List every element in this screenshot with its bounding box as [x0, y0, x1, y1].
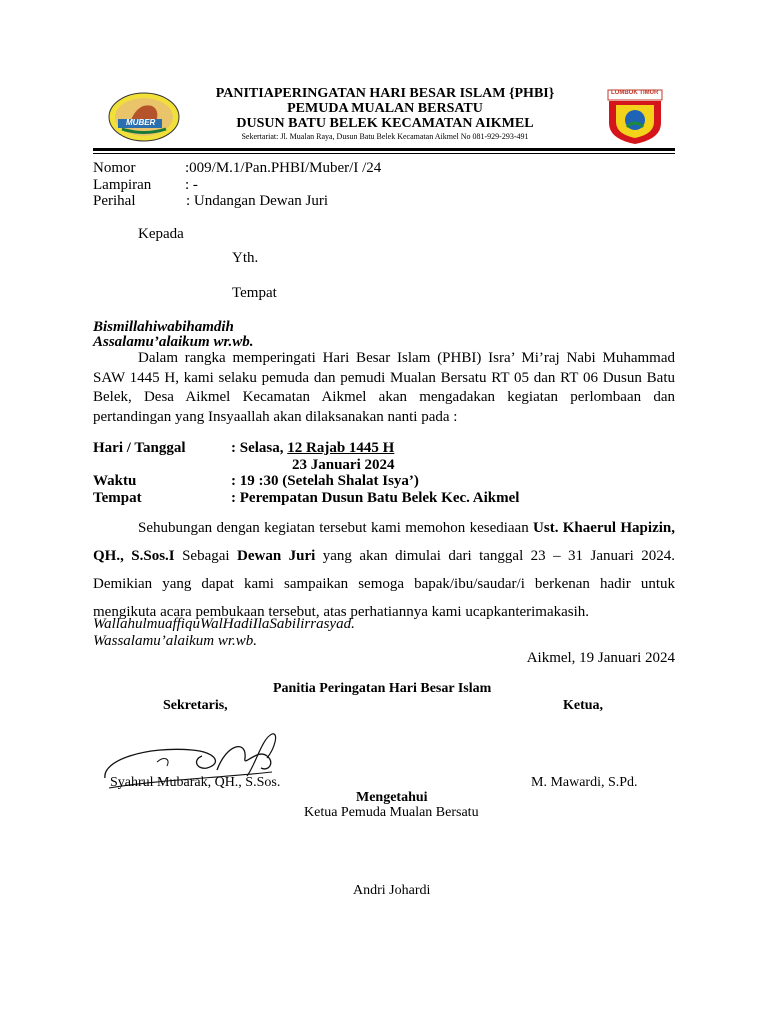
place-date: Aikmel, 19 Januari 2024 — [526, 650, 675, 666]
hari-label: Hari / Tanggal — [93, 440, 186, 456]
ketua-name: M. Mawardi, S.Pd. — [531, 775, 638, 790]
para2-name: Ust. Khaerul Hapizin, QH., S.Sos.I — [93, 520, 675, 564]
sekretaris-name: Syahrul Mubarak, QH., S.Sos. — [110, 775, 281, 790]
para2-role: Dewan Juri — [237, 548, 316, 564]
tempat-value: : Perempatan Dusun Batu Belek Kec. Aikmel — [231, 490, 520, 506]
hari-hijri: 12 Rajab 1445 H — [287, 440, 395, 456]
hari-value — [231, 440, 394, 457]
closing-salam: Wassalamu’alaikum wr.wb. — [93, 633, 258, 649]
tempat-addr: Tempat — [232, 285, 277, 301]
letterhead-address: Sekertariat: Jl. Mualan Raya, Dusun Batu Belek Kecamatan Aikmel No 081-929-293-491 — [241, 132, 529, 141]
hari-prefix: : Selasa, — [231, 440, 288, 456]
logo-right-label: LOMBOK TIMUR — [611, 90, 659, 96]
opening-salam: Assalamu’alaikum wr.wb. — [93, 334, 254, 350]
mengetahui: Mengetahui — [356, 790, 428, 805]
sekretaris-title: Sekretaris, — [163, 698, 228, 713]
opening-bismillah: Bismillahiwabihamdih — [93, 319, 234, 335]
hari-masehi: 23 Januari 2024 — [292, 457, 395, 473]
ketua-title: Ketua, — [563, 698, 604, 713]
nomor-value: :009/M.1/Pan.PHBI/Muber/I /24 — [185, 160, 382, 176]
letterhead-line2: PEMUDA MUALAN BERSATU — [287, 101, 483, 116]
letterhead-line1: PANITIAPERINGATAN HARI BESAR ISLAM {PHBI} — [215, 86, 555, 101]
paragraph-intro-text: Dalam rangka memperingati Hari Besar Islam (PHBI) Isra’ Mi’raj Nabi Muhammad SAW 1445 H, kami selaku pemuda dan pemudi Mualan Bersatu RT 05 dan RT 06 Dusun Batu Belek, Desa Aikmel Kecamatan Aikmel akan mengadakan kegiatan perlombaan dan pertandingan yang Insyaallah akan dilaksanakan nanti pada : — [93, 350, 675, 425]
waktu-label: Waktu — [93, 473, 137, 489]
para2-a: Sehubungan dengan kegiatan tersebut kami memohon kesediaan — [138, 520, 534, 536]
para2-d: . Demikian yang dapat kami sampaikan semoga bapak/ibu/saudar/i berkenan hadir untuk mengikuta acara pembukaan tersebut, atas perhatiannya kami ucapkanterimakasih. — [93, 548, 675, 620]
yth: Yth. — [232, 250, 259, 266]
ketua-pemuda-title: Ketua Pemuda Mualan Bersatu — [304, 805, 479, 820]
perihal-value: : Undangan Dewan Juri — [186, 193, 329, 209]
closing-wallahul: WallahulmuaffiquWalHadiIlaSabilirrasyad. — [93, 616, 355, 632]
ketua-pemuda-name: Andri Johardi — [353, 883, 431, 898]
tempat-label: Tempat — [93, 490, 142, 506]
header-rule-thin — [93, 153, 675, 154]
paragraph-request — [93, 514, 675, 626]
header-rule-thick — [93, 148, 675, 151]
paragraph-intro — [93, 349, 675, 427]
lampiran-value: : - — [185, 177, 198, 193]
nomor-label: Nomor — [93, 160, 136, 176]
kepada: Kepada — [138, 226, 184, 242]
waktu-value: : 19 :30 (Setelah Shalat Isya’) — [231, 473, 419, 489]
lampiran-label: Lampiran — [93, 177, 152, 193]
perihal-label: Perihal — [93, 193, 136, 209]
para2-c: yang akan dimulai dari tanggal 23 – 31 Januari 2024 — [315, 548, 672, 564]
letterhead-line3: DUSUN BATU BELEK KECAMATAN AIKMEL — [236, 116, 534, 131]
para2-b: Sebagai — [174, 548, 237, 564]
logo-left-label: MUBER — [126, 118, 156, 127]
committee-title: Panitia Peringatan Hari Besar Islam — [273, 681, 492, 696]
